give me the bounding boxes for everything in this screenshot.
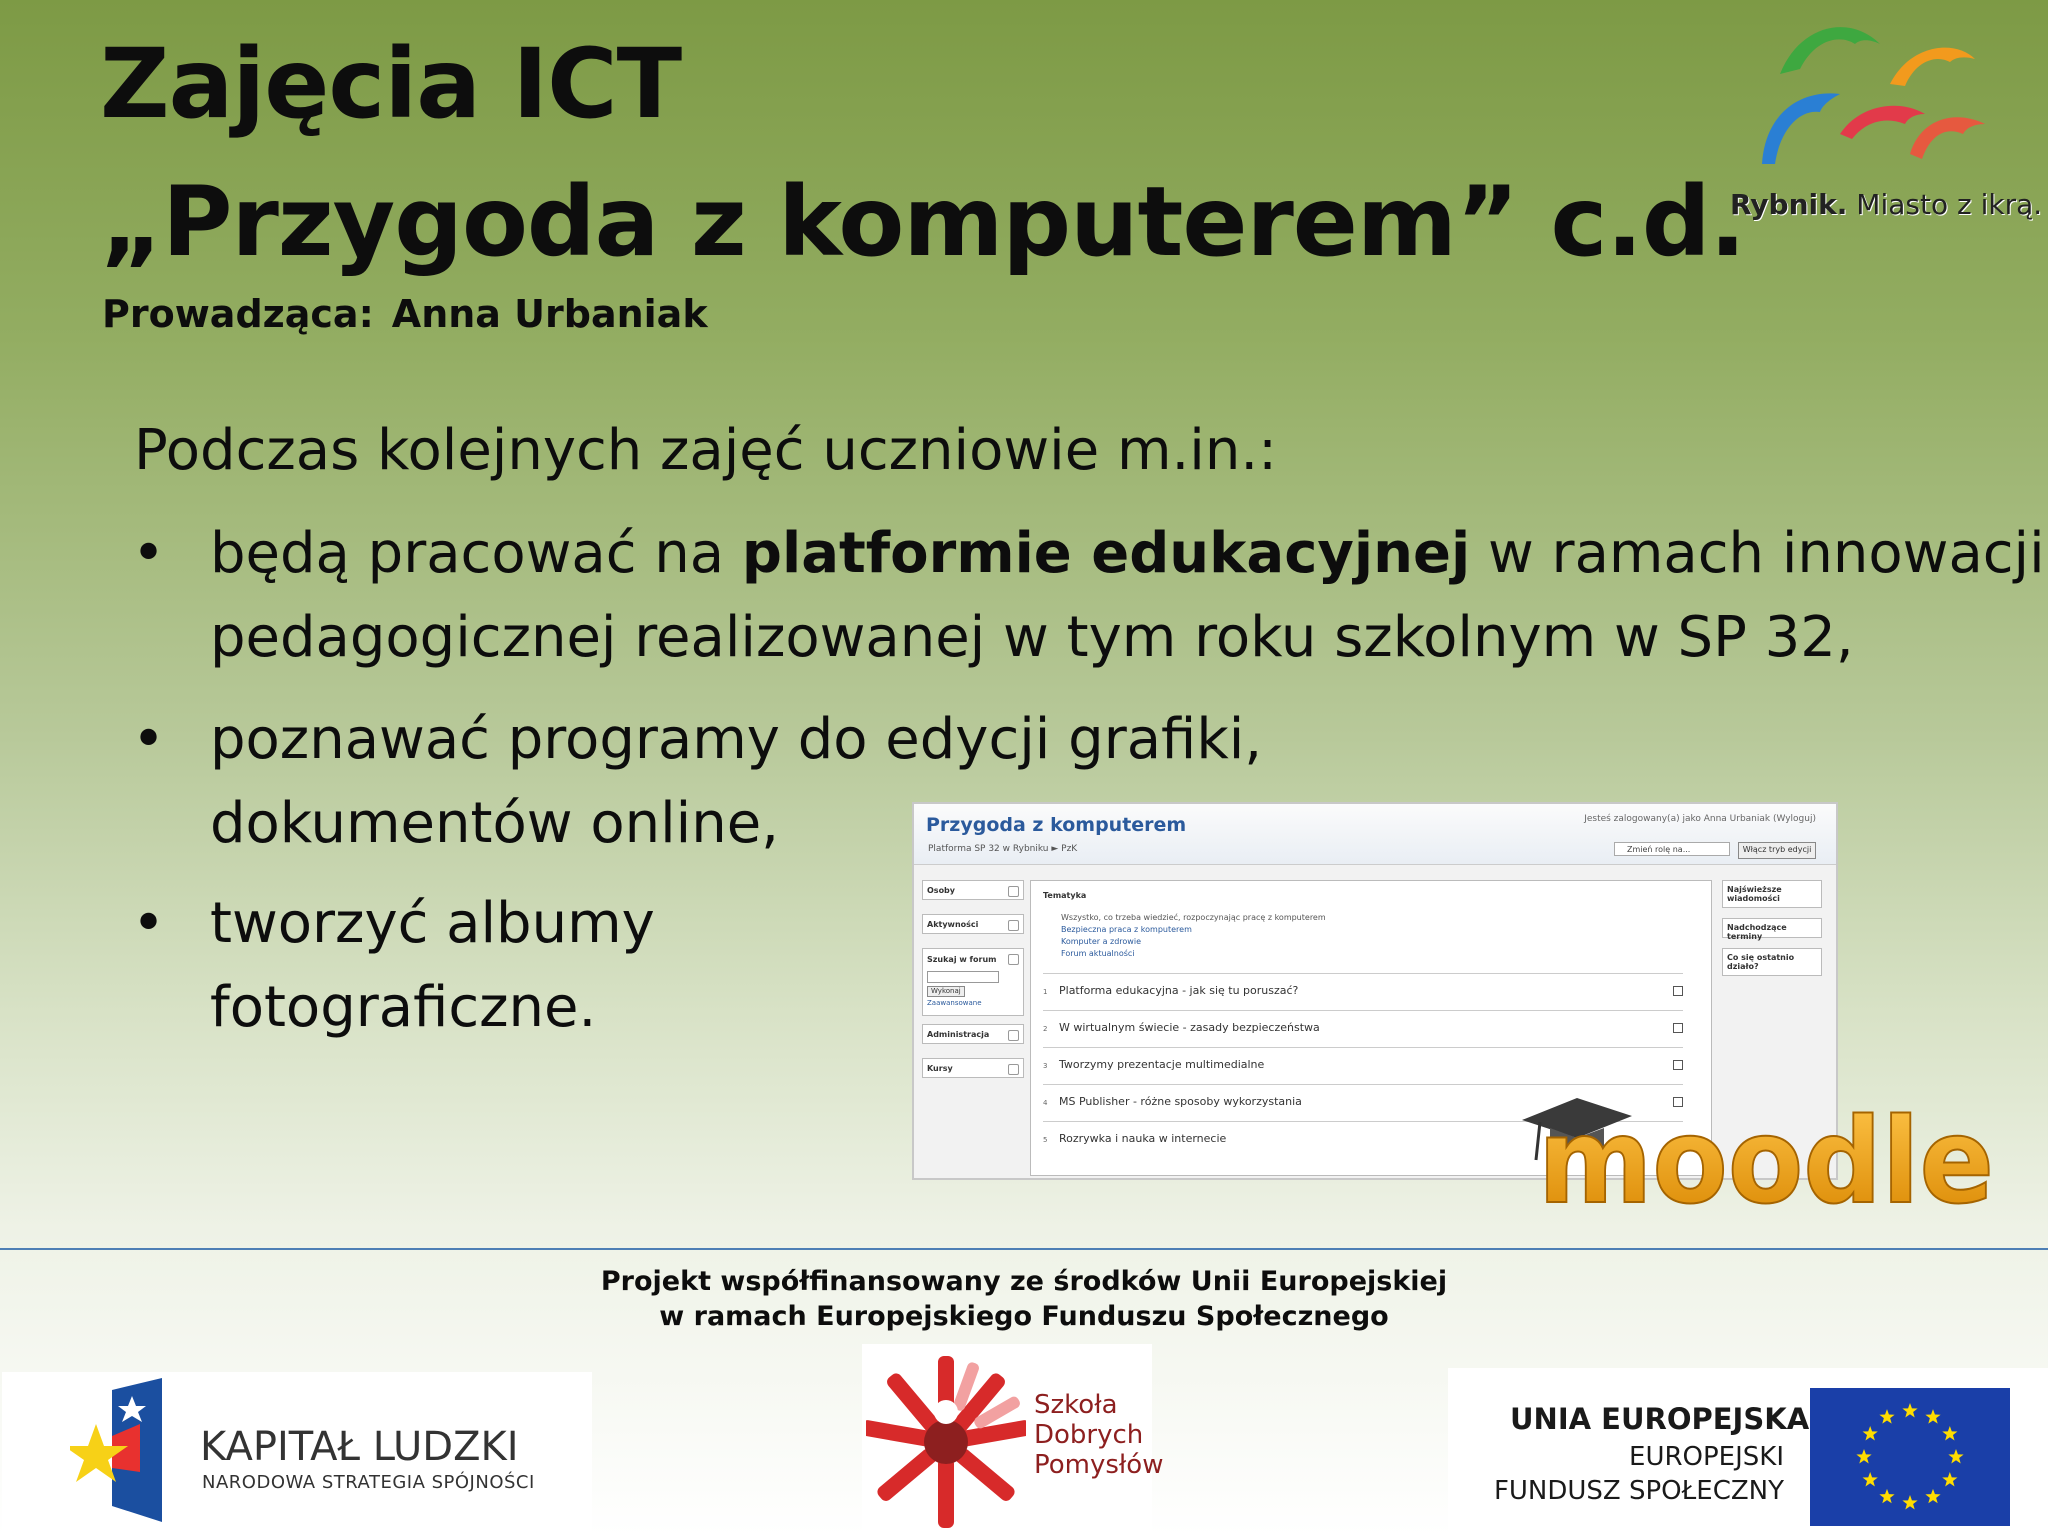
- block-forum-search: [922, 948, 1024, 1016]
- role-select: Zmień rolę na...: [1614, 842, 1730, 856]
- topic-number: 3: [1043, 1062, 1048, 1070]
- topic-row: [1043, 973, 1683, 1008]
- collapse-icon: [1008, 1030, 1019, 1041]
- advanced-search-link: Zaawansowane: [927, 999, 982, 1007]
- bullet-line: poznawać programy do edycji grafiki,: [210, 707, 1263, 772]
- checkbox-icon: [1673, 986, 1683, 996]
- block-label: Administracja: [927, 1030, 990, 1039]
- checkbox-icon: [1673, 1060, 1683, 1070]
- sdp-line: Pomysłów: [1034, 1450, 1164, 1480]
- resource-link: Bezpieczna praca z komputerem: [1061, 925, 1192, 934]
- topic-title: W wirtualnym świecie - zasady bezpieczeństwa: [1059, 1021, 1320, 1034]
- block-upcoming-events: Nadchodzące terminy: [1722, 918, 1822, 938]
- topics-heading: Tematyka: [1043, 891, 1087, 900]
- presenter-name: Anna Urbaniak: [391, 292, 708, 336]
- eu-subtitle-2: FUNDUSZ SPOŁECZNY: [1493, 1476, 1784, 1506]
- collapse-icon: [1008, 954, 1019, 965]
- bullet-line: fotograficzne.: [210, 975, 597, 1040]
- topic-number: 4: [1043, 1099, 1048, 1107]
- sdp-line: Dobrych: [1034, 1420, 1144, 1450]
- topic-title: MS Publisher - różne sposoby wykorzystania: [1059, 1095, 1302, 1108]
- funding-line-2: w ramach Europejskiego Funduszu Społecznego: [659, 1301, 1389, 1332]
- bullet-text-post: w ramach innowacji: [1470, 521, 2045, 586]
- topic-number: 5: [1043, 1136, 1048, 1144]
- search-input: [927, 971, 999, 983]
- course-header: [914, 804, 1836, 865]
- block-recent-activity: Co się ostatnio działo?: [1722, 948, 1822, 976]
- course-title: Przygoda z komputerem: [926, 814, 1187, 836]
- bullet-line: [210, 512, 2045, 596]
- topic-title: Tworzymy prezentacje multimedialne: [1059, 1058, 1265, 1071]
- topic-row: [1043, 1047, 1683, 1082]
- topic-row: [1043, 1010, 1683, 1045]
- sdp-line: Szkoła: [1034, 1390, 1118, 1420]
- forum-link: Forum aktualności: [1061, 949, 1135, 958]
- sdp-name: [1034, 1390, 1163, 1480]
- bullet-dot: •: [132, 891, 166, 956]
- course-intro: Wszystko, co trzeba wiedzieć, rozpoczynając pracę z komputerem: [1061, 913, 1326, 922]
- moodle-wordmark: moodle: [1538, 1092, 1994, 1210]
- kapital-ludzki-logo: [70, 1376, 180, 1528]
- kapital-ludzki-subtitle: NARODOWA STRATEGIA SPÓJNOŚCI: [202, 1472, 535, 1493]
- block-label: Kursy: [927, 1064, 953, 1073]
- block-latest-news: Najświeższe wiadomości: [1722, 880, 1822, 908]
- login-info: Jesteś zalogowany(a) jako Anna Urbaniak (Wyloguj): [1584, 814, 1816, 824]
- rybnik-dolphins-logo: [1760, 14, 2000, 174]
- resource-link: Komputer a zdrowie: [1061, 937, 1141, 946]
- topic-number: 2: [1043, 1025, 1048, 1033]
- block-administration: [922, 1024, 1024, 1044]
- funding-line-1: Projekt współfinansowany ze środków Unii Europejskiej: [600, 1266, 1448, 1297]
- bullet-item-albums: [210, 882, 655, 1050]
- blue-dolphin-icon: [1762, 93, 1840, 164]
- block-label: Aktywności: [927, 920, 979, 929]
- bullet-dot: •: [132, 707, 166, 772]
- presenter-label: Prowadząca:: [102, 292, 374, 336]
- bullet-line: tworzyć albumy: [210, 891, 655, 956]
- footer-separator: [0, 1248, 2048, 1250]
- coral-dolphin-icon: [1910, 117, 1985, 159]
- collapse-icon: [1008, 920, 1019, 931]
- bullet-line: pedagogicznej realizowanej w tym roku szkolnym w SP 32,: [210, 605, 1854, 670]
- block-label: Osoby: [927, 886, 955, 895]
- slide-title-line1: Zajęcia ICT: [100, 28, 682, 140]
- moodle-logo: [1522, 1090, 2002, 1210]
- red-dolphin-icon: [1840, 106, 1925, 139]
- bullet-line: dokumentów online,: [210, 791, 779, 856]
- breadcrumb: Platforma SP 32 w Rybniku ► PzK: [928, 844, 1078, 854]
- topic-title: Rozrywka i nauka w internecie: [1059, 1132, 1227, 1145]
- rybnik-slogan: [1730, 188, 2042, 221]
- search-button: Wykonaj: [927, 986, 965, 997]
- block-activities: [922, 914, 1024, 934]
- bullet-text-pre: będą pracować na: [210, 521, 742, 586]
- topic-title: Platforma edukacyjna - jak się tu poruszać?: [1059, 984, 1299, 997]
- block-people: [922, 880, 1024, 900]
- eu-flag-icon: [1810, 1388, 2010, 1526]
- edit-mode-button: Włącz tryb edycji: [1738, 842, 1816, 859]
- checkbox-icon: [1673, 1023, 1683, 1033]
- bullet-text-bold: platformie edukacyjnej: [741, 521, 1471, 586]
- green-dolphin-icon: [1780, 27, 1880, 74]
- collapse-icon: [1008, 886, 1019, 897]
- bullet-item-platform: [210, 512, 2045, 680]
- orange-dolphin-icon: [1890, 48, 1975, 86]
- kapital-ludzki-title: KAPITAŁ LUDZKI: [200, 1424, 519, 1470]
- szkola-dobrych-pomyslow-logo: [866, 1350, 1026, 1530]
- collapse-icon: [1008, 1064, 1019, 1075]
- topic-number: 1: [1043, 988, 1048, 996]
- eu-subtitle-1: EUROPEJSKI: [1629, 1442, 1784, 1472]
- bullet-dot: •: [132, 521, 166, 586]
- intro-text: Podczas kolejnych zajęć uczniowie m.in.:: [134, 418, 1278, 483]
- rybnik-slogan-rest: Miasto z ikrą.: [1856, 188, 2043, 221]
- rybnik-slogan-bold: Rybnik.: [1730, 188, 1848, 221]
- slide-title-line2: „Przygoda z komputerem” c.d.: [100, 166, 1746, 278]
- block-label: Szukaj w forum: [927, 955, 997, 964]
- eu-title: UNIA EUROPEJSKA: [1510, 1402, 1810, 1436]
- block-courses: [922, 1058, 1024, 1078]
- presenter-line: [102, 292, 708, 336]
